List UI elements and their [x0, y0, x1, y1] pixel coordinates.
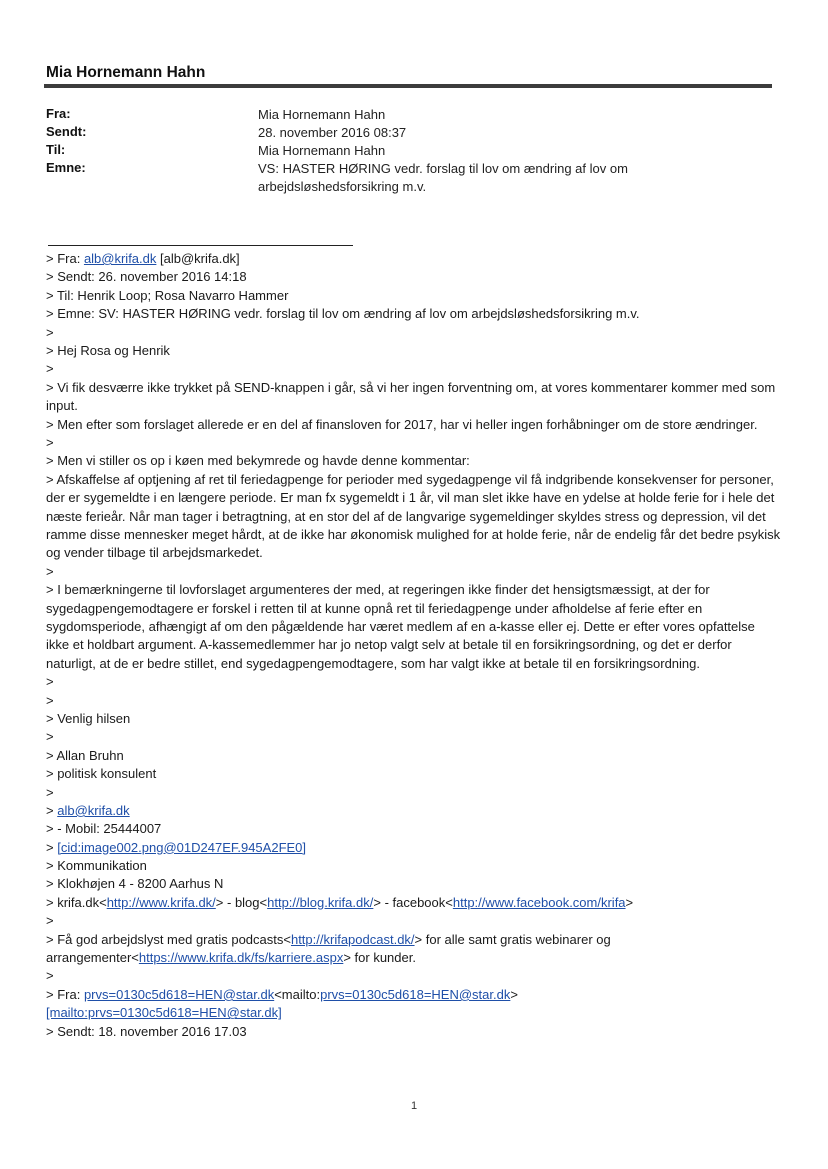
quote-blank: > — [46, 434, 54, 450]
signature-name: > Allan Bruhn — [46, 747, 124, 763]
mailto-link[interactable]: [mailto:prvs=0130c5d618=HEN@star.dk] — [46, 1005, 282, 1021]
fwd-to-line: > Til: Henrik Loop; Rosa Navarro Hammer — [46, 287, 289, 303]
document-title: Mia Hornemann Hahn — [46, 64, 206, 81]
signature-web-line: > krifa.dk<http://www.krifa.dk/> - blog<http://blog.krifa.dk/> - facebook<http://www.facebook.com/krifa> — [46, 894, 634, 910]
signature-department: > Kommunikation — [46, 858, 147, 874]
fwd2-from-line: > Fra: prvs=0130c5d618=HEN@star.dk<mailto:prvs=0130c5d618=HEN@star.dk> — [46, 986, 518, 1002]
quote-blank: > — [46, 784, 54, 800]
email-link[interactable]: alb@krifa.dk — [83, 251, 157, 266]
to-value: Mia Hornemann Hahn — [258, 143, 386, 158]
from-label: Fra: — [46, 106, 71, 121]
career-link[interactable]: https://www.krifa.dk/fs/karriere.aspx — [138, 950, 344, 966]
sent-value: 28. november 2016 08:37 — [258, 125, 407, 140]
regards: > Venlig hilsen — [46, 710, 131, 726]
quote-blank: > — [46, 674, 54, 690]
website-link[interactable]: http://www.krifa.dk/ — [106, 894, 216, 910]
quote-blank: > — [46, 968, 54, 984]
signature-role: > politisk konsulent — [46, 766, 157, 782]
signature-email-line: > alb@krifa.dk — [46, 802, 130, 818]
forward-separator — [48, 245, 353, 246]
paragraph: > Men vi stiller os op i køen med bekymrede og havde denne kommentar: — [46, 453, 470, 469]
sent-label: Sendt: — [46, 124, 87, 139]
email-link[interactable]: prvs=0130c5d618=HEN@star.dk — [83, 986, 275, 1002]
fwd-from-line: > Fra: alb@krifa.dk [alb@krifa.dk] — [46, 251, 240, 266]
greeting: > Hej Rosa og Henrik — [46, 342, 170, 358]
quote-blank: > — [46, 913, 54, 929]
quote-blank: > — [46, 692, 54, 708]
blog-link[interactable]: http://blog.krifa.dk/ — [267, 894, 374, 910]
email-link[interactable]: alb@krifa.dk — [57, 802, 130, 818]
from-value: Mia Hornemann Hahn — [258, 107, 386, 122]
quote-blank: > — [46, 563, 54, 579]
fwd2-mailto-line — [46, 1004, 781, 1022]
fwd2-sent-line: > Sendt: 18. november 2016 17.03 — [46, 1023, 247, 1039]
fwd-subject-line: > Emne: SV: HASTER HØRING vedr. forslag til lov om ændring af lov om arbejdsløshedsforsikring m.v. — [46, 306, 640, 322]
fwd-sent-line: > Sendt: 26. november 2016 14:18 — [46, 269, 247, 285]
paragraph: > Afskaffelse af optjening af ret til feriedagpenge for perioder med sygedagpenge vil få indgribende konsekvenser for personer, der er sygemeldte i en længere periode. Er man fx sygemeldt i 1 år, vil man slet ikke have en ydelse at holde ferie for i hele det næste ferieår. Når man tager i betragtning, at en stor del af de langvarige sygemeldinger skyldes stress og depression, vil det ramme disse mennesker meget hårdt, at de ikke har økonomisk mulighed for at holde ferie, når de endelig får det bedre psykisk og vender tilbage til arbejdsmarkedet. — [46, 471, 781, 561]
title-rule — [44, 84, 772, 88]
signature-image-line: > [cid:image002.png@01D247EF.945A2FE0] — [46, 839, 307, 855]
quote-blank: > — [46, 361, 54, 377]
to-label: Til: — [46, 142, 66, 157]
page-number: 1 — [410, 1100, 418, 1112]
facebook-link[interactable]: http://www.facebook.com/krifa — [452, 894, 626, 910]
subject-value: VS: HASTER HØRING vedr. forslag til lov om ændring af lov om arbejdsløshedsforsikring m.v. — [258, 161, 628, 194]
paragraph: > Men efter som forslaget allerede er en del af finansloven for 2017, har vi heller ingen forhåbninger om de store ændringer. — [46, 416, 758, 432]
promo-paragraph: > Få god arbejdslyst med gratis podcasts<http://krifapodcast.dk/> for alle samt gratis webinarer og arrangementer<https://www.krifa.dk/fs/karriere.aspx> for kunder. — [46, 931, 611, 966]
mailto-link[interactable]: prvs=0130c5d618=HEN@star.dk — [320, 986, 511, 1002]
paragraph: > I bemærkningerne til lovforslaget argumenteres der med, at regeringen ikke finder det hensigtsmæssigt, at der for sygedagpengemodtagere er forskel i retten til at kunne opnå ret til feriedagpenge under afholdelse af ferie efter en sygdomsperiode, afhængigt af om den pågældende har været medlem af en a-kasse eller ej. Dette er efter vores opfattelse ikke et holdbart argument. A-kassemedlemmer har jo netop valgt selv at betale til en forsikringsordning, og det er derfor naturligt, at de er bedre stillet, end sygedagpengemodtagere, som har valgt ikke at betale til en forsikringsordning. — [46, 582, 755, 671]
image-cid-link[interactable]: [cid:image002.png@01D247EF.945A2FE0] — [57, 839, 307, 855]
signature-address: > Klokhøjen 4 - 8200 Aarhus N — [46, 876, 224, 892]
podcast-link[interactable]: http://krifapodcast.dk/ — [290, 931, 415, 947]
paragraph: > Vi fik desværre ikke trykket på SEND-knappen i går, så vi her ingen forventning om, at vores kommentarer kommer med som input. — [46, 379, 776, 414]
quote-blank: > — [46, 324, 54, 340]
signature-mobile: > - Mobil: 25444007 — [46, 821, 162, 837]
subject-label: Emne: — [46, 160, 86, 175]
email-body — [46, 250, 781, 1041]
quote-blank: > — [46, 729, 54, 745]
